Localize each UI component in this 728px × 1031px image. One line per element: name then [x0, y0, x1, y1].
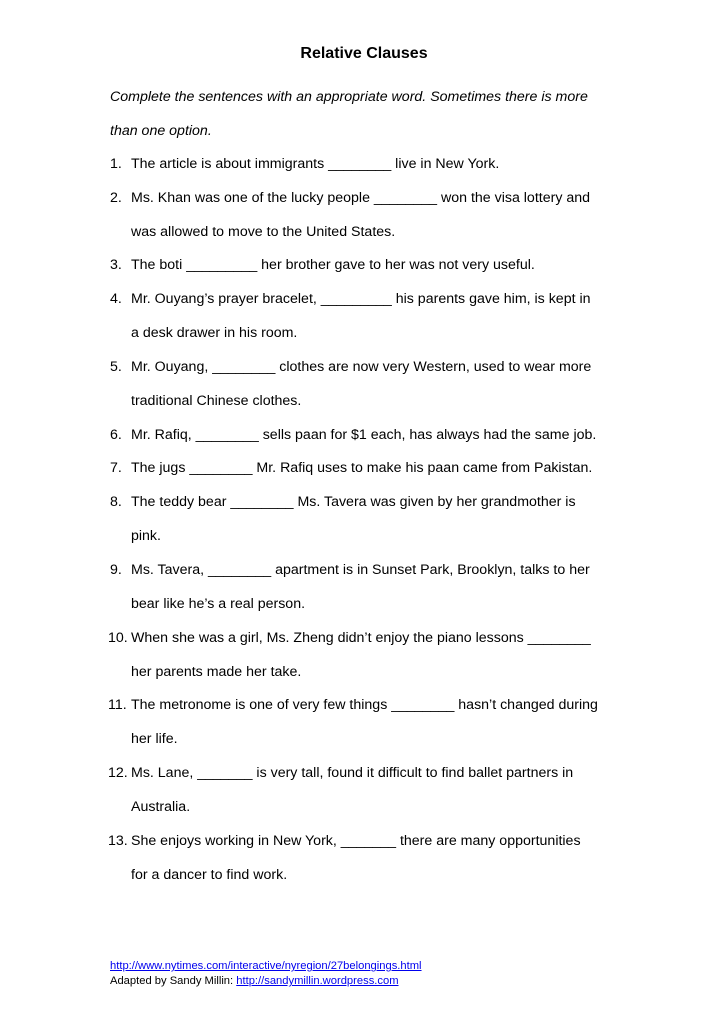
- instructions-line-1: Complete the sentences with an appropriate word. Sometimes there is more: [110, 89, 588, 105]
- item-8-number: 8.: [110, 494, 122, 510]
- item-4-number: 4.: [110, 291, 122, 307]
- footer-source: [110, 959, 422, 973]
- item-9-number: 9.: [110, 562, 122, 578]
- item-11-number: 11.: [108, 697, 127, 713]
- item-9-line-1: Ms. Tavera, ________ apartment is in Sunset Park, Brooklyn, talks to her: [131, 562, 590, 578]
- page-title: Relative Clauses: [300, 45, 428, 62]
- item-2-number: 2.: [110, 190, 122, 206]
- adapted-by-text: Adapted by Sandy Millin:: [110, 975, 237, 987]
- item-11-line-2: her life.: [131, 731, 178, 747]
- item-3-number: 3.: [110, 257, 122, 273]
- item-13-line-2: for a dancer to find work.: [131, 867, 288, 883]
- item-2-line-1: Ms. Khan was one of the lucky people ________ won the visa lottery and: [131, 190, 591, 206]
- item-10-line-2: her parents made her take.: [131, 664, 302, 680]
- source-link[interactable]: http://www.nytimes.com/interactive/nyregion/27belongings.html: [110, 960, 422, 972]
- item-10-line-1: When she was a girl, Ms. Zheng didn’t enjoy the piano lessons ________: [131, 630, 591, 646]
- item-6-line-1: Mr. Rafiq, ________ sells paan for $1 each, has always had the same job.: [131, 427, 597, 443]
- footer-credit: [110, 974, 399, 988]
- item-4-line-1: Mr. Ouyang’s prayer bracelet, _________ his parents gave him, is kept in: [131, 291, 591, 307]
- item-1-number: 1.: [110, 156, 122, 172]
- item-9-line-2: bear like he’s a real person.: [131, 596, 306, 612]
- item-12-line-2: Australia.: [131, 799, 191, 815]
- item-12-number: 12.: [108, 765, 128, 781]
- blog-link[interactable]: http://sandymillin.wordpress.com: [236, 975, 399, 987]
- item-5-line-2: traditional Chinese clothes.: [131, 393, 302, 409]
- item-12-line-1: Ms. Lane, _______ is very tall, found it difficult to find ballet partners in: [131, 765, 574, 781]
- item-13-number: 13.: [108, 833, 128, 849]
- item-8-line-2: pink.: [131, 528, 161, 544]
- item-3-line-1: The boti _________ her brother gave to her was not very useful.: [131, 257, 535, 273]
- instructions-line-2: than one option.: [110, 123, 212, 139]
- item-11-line-1: The metronome is one of very few things ________ hasn’t changed during: [131, 697, 598, 713]
- item-8-line-1: The teddy bear ________ Ms. Tavera was given by her grandmother is: [131, 494, 576, 510]
- item-1-line-1: The article is about immigrants ________ live in New York.: [131, 156, 500, 172]
- item-13-line-1: She enjoys working in New York, _______ there are many opportunities: [131, 833, 581, 849]
- item-7-number: 7.: [110, 460, 122, 476]
- item-2-line-2: was allowed to move to the United States.: [131, 224, 396, 240]
- item-6-number: 6.: [110, 427, 122, 443]
- item-4-line-2: a desk drawer in his room.: [131, 325, 298, 341]
- item-5-line-1: Mr. Ouyang, ________ clothes are now very Western, used to wear more: [131, 359, 592, 375]
- item-7-line-1: The jugs ________ Mr. Rafiq uses to make his paan came from Pakistan.: [131, 460, 593, 476]
- item-10-number: 10.: [108, 630, 128, 646]
- item-5-number: 5.: [110, 359, 122, 375]
